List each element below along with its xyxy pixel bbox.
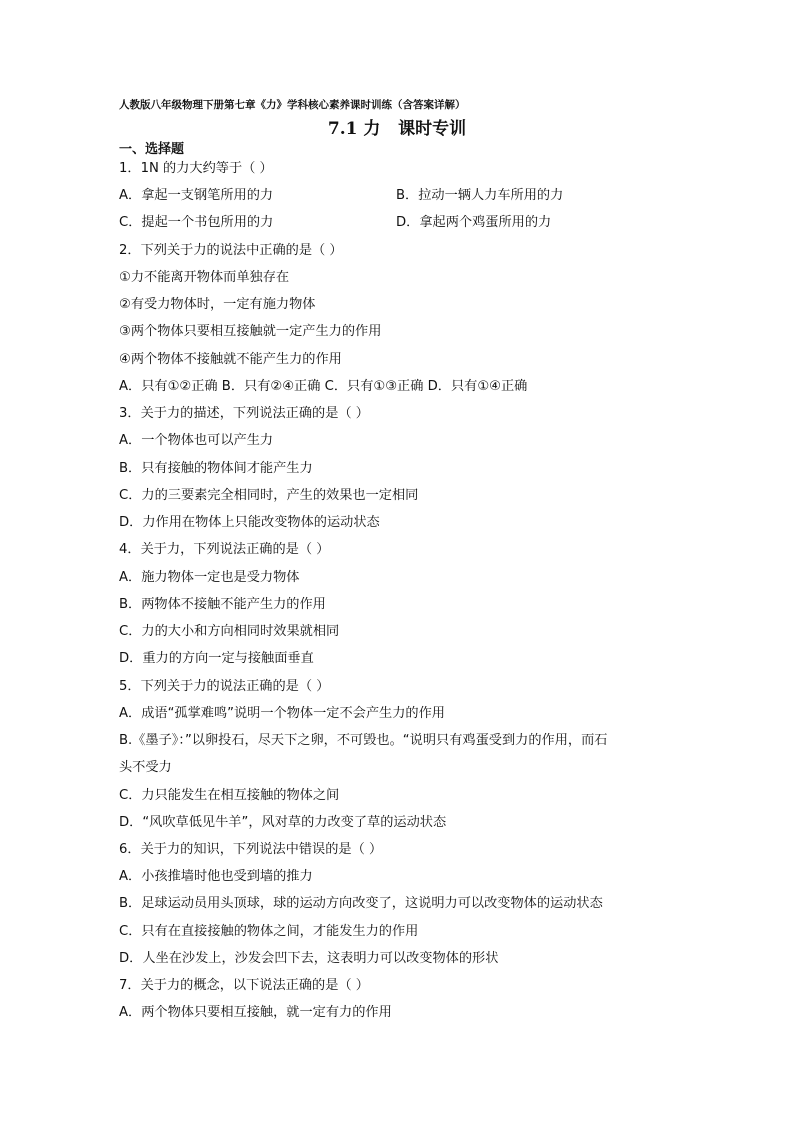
question-2-stem: 2．下列关于力的说法中正确的是（ ） — [119, 243, 343, 258]
question-1-option-b: B．拉动一辆人力车所用的力 — [396, 188, 564, 203]
question-2-statement-3: ③两个物体只要相互接触就一定产生力的作用 — [119, 324, 382, 339]
question-2-options: A．只有①②正确 B．只有②④正确 C．只有①③正确 D．只有①④正确 — [119, 379, 528, 394]
question-1-option-a: A．拿起一支钢笔所用的力 — [119, 188, 274, 203]
question-4-option-c: C．力的大小和方向相同时效果就相同 — [119, 624, 340, 639]
question-4-option-a: A．施力物体一定也是受力物体 — [119, 570, 300, 585]
question-1-option-d: D．拿起两个鸡蛋所用的力 — [396, 215, 552, 230]
question-3-option-d: D．力作用在物体上只能改变物体的运动状态 — [119, 515, 380, 530]
question-2-statement-1: ①力不能离开物体而单独存在 — [119, 270, 290, 285]
question-4-stem: 4．关于力，下列说法正确的是（ ） — [119, 542, 330, 557]
question-4-option-b: B．两物体不接触不能产生力的作用 — [119, 597, 326, 612]
question-6-option-a: A．小孩推墙时他也受到墙的推力 — [119, 869, 313, 884]
question-3-stem: 3．关于力的描述，下列说法正确的是（ ） — [119, 406, 369, 421]
question-5-stem: 5．下列关于力的说法正确的是（ ） — [119, 679, 330, 694]
question-4-option-d: D．重力的方向一定与接触面垂直 — [119, 651, 314, 666]
document-title: 7.1 力 课时专训 — [327, 119, 467, 139]
question-2-statement-2: ②有受力物体时，一定有施力物体 — [119, 297, 316, 312]
question-5-option-b-line-1: B.《墨子》：”以卵投石，尽天下之卵，不可毁也。“说明只有鸡蛋受到力的作用，而石 — [119, 733, 608, 748]
question-1-stem: 1．1N 的力大约等于（ ） — [119, 161, 273, 176]
question-3-option-c: C．力的三要素完全相同时，产生的效果也一定相同 — [119, 488, 419, 503]
question-2-statement-4: ④两个物体不接触就不能产生力的作用 — [119, 352, 342, 367]
section-heading: 一、选择题 — [119, 142, 185, 157]
question-3-option-a: A．一个物体也可以产生力 — [119, 433, 274, 448]
question-6-option-b: B．足球运动员用头顶球，球的运动方向改变了，这说明力可以改变物体的运动状态 — [119, 896, 603, 911]
document-header: 人教版八年级物理下册第七章《力》学科核心素养课时训练（含答案详解） — [119, 99, 466, 111]
question-7-option-a: A．两个物体只要相互接触，就一定有力的作用 — [119, 1005, 392, 1020]
question-6-option-c: C．只有在直接接触的物体之间，才能发生力的作用 — [119, 924, 419, 939]
question-7-stem: 7．关于力的概念，以下说法正确的是（ ） — [119, 978, 369, 993]
question-5-option-d: D．“风吹草低见牛羊”，风对草的力改变了草的运动状态 — [119, 815, 447, 830]
question-5-option-c: C．力只能发生在相互接触的物体之间 — [119, 788, 340, 803]
question-6-stem: 6．关于力的知识，下列说法中错误的是（ ） — [119, 842, 383, 857]
question-1-option-c: C．提起一个书包所用的力 — [119, 215, 274, 230]
question-5-option-a: A．成语“孤掌难鸣”说明一个物体一定不会产生力的作用 — [119, 706, 445, 721]
question-5-option-b-line-2: 头不受力 — [119, 760, 172, 775]
question-6-option-d: D．人坐在沙发上，沙发会凹下去，这表明力可以改变物体的形状 — [119, 951, 499, 966]
question-3-option-b: B．只有接触的物体间才能产生力 — [119, 461, 313, 476]
